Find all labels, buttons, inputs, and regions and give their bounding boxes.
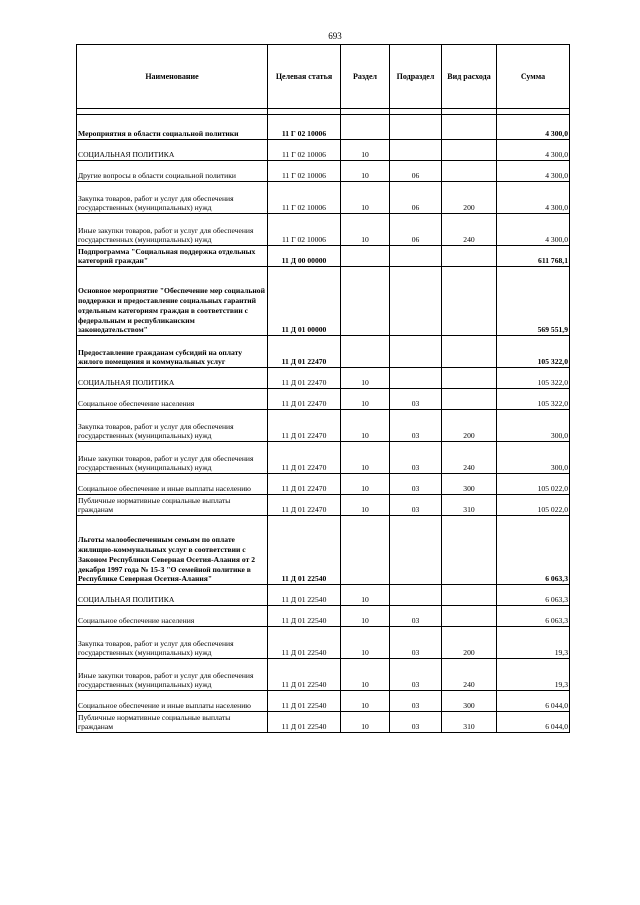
cell-sum: 4 300,0	[497, 182, 570, 214]
cell-razdel: 10	[341, 389, 390, 410]
cell-razdel	[341, 516, 390, 585]
cell-sum: 19,3	[497, 659, 570, 691]
table-row	[77, 516, 570, 585]
header-razdel: Раздел	[341, 45, 390, 109]
cell-vid	[442, 140, 497, 161]
cell-name: Предоставление гражданам субсидий на оплату жилого помещения и коммунальных услуг	[77, 336, 268, 368]
cell-razdel: 10	[341, 627, 390, 659]
cell-vid	[442, 368, 497, 389]
cell-razdel	[341, 267, 390, 336]
cell-name: Закупка товаров, работ и услуг для обеспечения государственных (муниципальных) нужд	[77, 182, 268, 214]
cell-podrazdel: 06	[390, 214, 442, 246]
cell-code: 11 Г 02 10006	[268, 140, 341, 161]
cell-razdel: 10	[341, 474, 390, 495]
cell-name: Социальное обеспечение и иные выплаты населению	[77, 474, 268, 495]
table-header	[77, 45, 570, 115]
cell-name: Публичные нормативные социальные выплаты гражданам	[77, 495, 268, 516]
cell-podrazdel	[390, 140, 442, 161]
cell-vid: 240	[442, 659, 497, 691]
cell-name: СОЦИАЛЬНАЯ ПОЛИТИКА	[77, 585, 268, 606]
cell-sum: 4 300,0	[497, 140, 570, 161]
cell-razdel: 10	[341, 140, 390, 161]
table-row	[77, 246, 570, 267]
cell-code: 11 Г 02 10006	[268, 214, 341, 246]
cell-code: 11 Д 01 22470	[268, 410, 341, 442]
table-row	[77, 267, 570, 336]
cell-podrazdel: 03	[390, 389, 442, 410]
header-code: Целевая статья	[268, 45, 341, 109]
table-row	[77, 214, 570, 246]
cell-sum: 4 300,0	[497, 214, 570, 246]
cell-name: Социальное обеспечение населения	[77, 606, 268, 627]
table-row	[77, 691, 570, 712]
table-row	[77, 368, 570, 389]
cell-code: 11 Д 01 22470	[268, 368, 341, 389]
cell-podrazdel	[390, 246, 442, 267]
cell-podrazdel: 03	[390, 712, 442, 733]
cell-vid	[442, 606, 497, 627]
cell-name: СОЦИАЛЬНАЯ ПОЛИТИКА	[77, 140, 268, 161]
cell-sum: 300,0	[497, 442, 570, 474]
cell-razdel	[341, 336, 390, 368]
cell-razdel: 10	[341, 214, 390, 246]
table-row	[77, 474, 570, 495]
cell-podrazdel	[390, 336, 442, 368]
cell-razdel: 10	[341, 606, 390, 627]
table-row	[77, 182, 570, 214]
cell-sum: 6 063,3	[497, 585, 570, 606]
cell-podrazdel: 06	[390, 182, 442, 214]
cell-razdel: 10	[341, 161, 390, 182]
cell-sum: 19,3	[497, 627, 570, 659]
table-row	[77, 115, 570, 140]
header-vid: Вид расхода	[442, 45, 497, 109]
cell-podrazdel: 06	[390, 161, 442, 182]
cell-sum: 6 063,3	[497, 606, 570, 627]
cell-podrazdel	[390, 585, 442, 606]
cell-name: Публичные нормативные социальные выплаты гражданам	[77, 712, 268, 733]
table-row	[77, 389, 570, 410]
cell-vid: 310	[442, 712, 497, 733]
table-body	[77, 115, 570, 733]
cell-podrazdel: 03	[390, 627, 442, 659]
header-sum: Сумма	[497, 45, 570, 109]
cell-sum: 105 022,0	[497, 495, 570, 516]
cell-name: Иные закупки товаров, работ и услуг для обеспечения государственных (муниципальных) нужд	[77, 442, 268, 474]
cell-sum: 105 022,0	[497, 474, 570, 495]
cell-sum: 6 063,3	[497, 516, 570, 585]
cell-vid: 200	[442, 410, 497, 442]
cell-vid	[442, 246, 497, 267]
cell-podrazdel: 03	[390, 691, 442, 712]
cell-razdel: 10	[341, 495, 390, 516]
budget-table	[76, 44, 570, 733]
cell-code: 11 Д 01 22470	[268, 495, 341, 516]
cell-code: 11 Д 01 22470	[268, 336, 341, 368]
header-name: Наименование	[77, 45, 268, 109]
cell-sum: 6 044,0	[497, 712, 570, 733]
cell-code: 11 Д 01 22540	[268, 606, 341, 627]
cell-sum: 105 322,0	[497, 336, 570, 368]
cell-name: Социальное обеспечение населения	[77, 389, 268, 410]
cell-name: Социальное обеспечение и иные выплаты населению	[77, 691, 268, 712]
cell-podrazdel	[390, 516, 442, 585]
cell-code: 11 Д 01 22540	[268, 516, 341, 585]
cell-vid: 240	[442, 442, 497, 474]
cell-razdel	[341, 115, 390, 140]
cell-vid	[442, 267, 497, 336]
cell-razdel: 10	[341, 368, 390, 389]
cell-razdel	[341, 246, 390, 267]
cell-vid: 200	[442, 627, 497, 659]
cell-podrazdel: 03	[390, 442, 442, 474]
cell-vid	[442, 115, 497, 140]
cell-code: 11 Д 01 22540	[268, 659, 341, 691]
cell-code: 11 Д 01 22540	[268, 585, 341, 606]
table-row	[77, 442, 570, 474]
cell-sum: 4 300,0	[497, 115, 570, 140]
table-row	[77, 336, 570, 368]
cell-code: 11 Д 01 22540	[268, 691, 341, 712]
cell-name: Другие вопросы в области социальной политики	[77, 161, 268, 182]
cell-podrazdel: 03	[390, 606, 442, 627]
cell-code: 11 Д 01 22470	[268, 389, 341, 410]
cell-sum: 105 322,0	[497, 389, 570, 410]
cell-podrazdel: 03	[390, 474, 442, 495]
cell-vid: 200	[442, 182, 497, 214]
cell-razdel: 10	[341, 585, 390, 606]
cell-code: 11 Д 01 22470	[268, 474, 341, 495]
cell-name: Мероприятия в области социальной политики	[77, 115, 268, 140]
cell-code: 11 Г 02 10006	[268, 182, 341, 214]
table-row	[77, 410, 570, 442]
cell-name: СОЦИАЛЬНАЯ ПОЛИТИКА	[77, 368, 268, 389]
cell-sum: 611 768,1	[497, 246, 570, 267]
table-row	[77, 585, 570, 606]
cell-sum: 6 044,0	[497, 691, 570, 712]
cell-code: 11 Г 02 10006	[268, 115, 341, 140]
table-row	[77, 712, 570, 733]
cell-name: Подпрограмма "Социальная поддержка отдельных категорий граждан"	[77, 246, 268, 267]
cell-podrazdel: 03	[390, 410, 442, 442]
cell-sum: 300,0	[497, 410, 570, 442]
cell-razdel: 10	[341, 659, 390, 691]
cell-razdel: 10	[341, 712, 390, 733]
table-row	[77, 627, 570, 659]
cell-code: 11 Д 01 22470	[268, 442, 341, 474]
cell-razdel: 10	[341, 442, 390, 474]
header-podrazdel: Подраздел	[390, 45, 442, 109]
cell-code: 11 Д 01 22540	[268, 627, 341, 659]
cell-podrazdel: 03	[390, 659, 442, 691]
cell-vid	[442, 585, 497, 606]
cell-name: Закупка товаров, работ и услуг для обеспечения государственных (муниципальных) нужд	[77, 410, 268, 442]
cell-vid	[442, 389, 497, 410]
table-row	[77, 659, 570, 691]
cell-sum: 105 322,0	[497, 368, 570, 389]
cell-code: 11 Д 00 00000	[268, 246, 341, 267]
cell-razdel: 10	[341, 182, 390, 214]
cell-razdel: 10	[341, 691, 390, 712]
cell-name: Иные закупки товаров, работ и услуг для обеспечения государственных (муниципальных) нужд	[77, 659, 268, 691]
cell-vid	[442, 336, 497, 368]
table-row	[77, 606, 570, 627]
cell-vid: 310	[442, 495, 497, 516]
cell-vid	[442, 516, 497, 585]
cell-podrazdel	[390, 115, 442, 140]
table-row	[77, 161, 570, 182]
cell-vid: 300	[442, 691, 497, 712]
cell-vid: 300	[442, 474, 497, 495]
table-row	[77, 495, 570, 516]
cell-code: 11 Д 01 00000	[268, 267, 341, 336]
table-row	[77, 140, 570, 161]
cell-vid	[442, 161, 497, 182]
cell-name: Иные закупки товаров, работ и услуг для обеспечения государственных (муниципальных) нужд	[77, 214, 268, 246]
cell-razdel: 10	[341, 410, 390, 442]
cell-code: 11 Д 01 22540	[268, 712, 341, 733]
cell-sum: 569 551,9	[497, 267, 570, 336]
cell-vid: 240	[442, 214, 497, 246]
cell-podrazdel: 03	[390, 495, 442, 516]
page-number: 693	[328, 31, 342, 41]
cell-name: Основное мероприятие "Обеспечение мер социальной поддержки и предоставление социальных гарантий отдельным категориям граждан в соответствии с федеральным и республиканским законодательством"	[77, 267, 268, 336]
cell-podrazdel	[390, 368, 442, 389]
cell-podrazdel	[390, 267, 442, 336]
cell-name: Закупка товаров, работ и услуг для обеспечения государственных (муниципальных) нужд	[77, 627, 268, 659]
cell-sum: 4 300,0	[497, 161, 570, 182]
cell-name: Льготы малообеспеченным семьям по оплате жилищно-коммунальных услуг в соответствии с Законом Республики Северная Осетия-Алания от 2 декабря 1997 года № 15-З "О семейной политике в Республике Северная Осетия-Алания"	[77, 516, 268, 585]
cell-code: 11 Г 02 10006	[268, 161, 341, 182]
